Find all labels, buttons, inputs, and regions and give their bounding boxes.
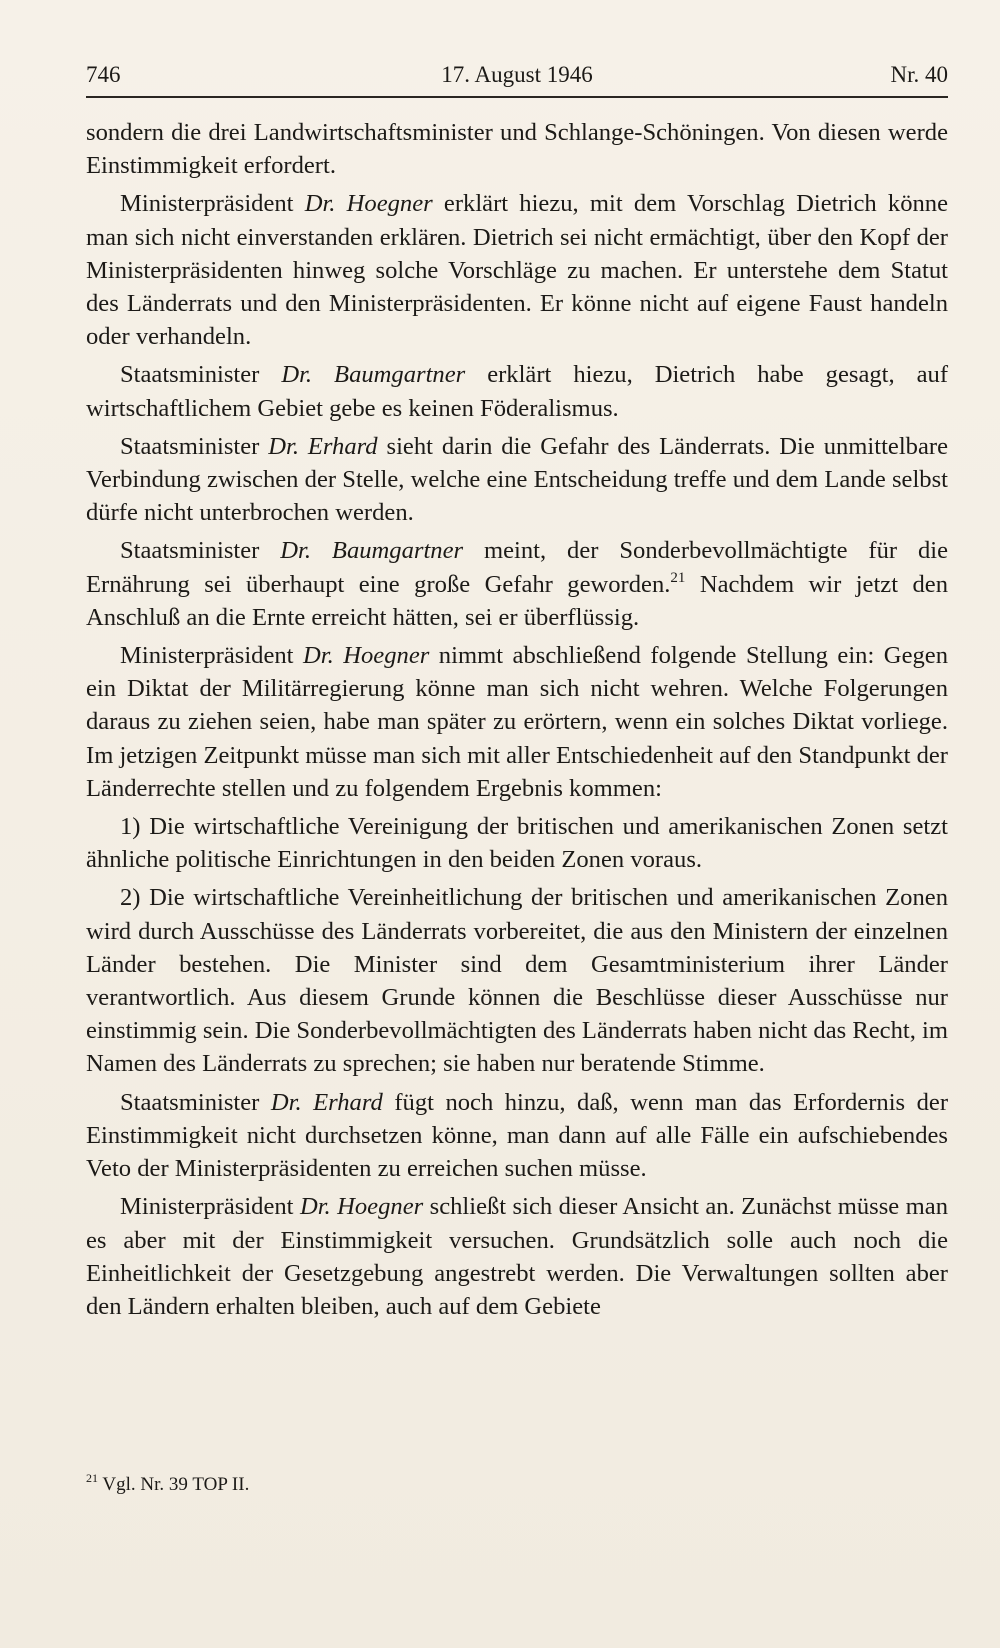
paragraph bbox=[86, 358, 948, 424]
paragraph-text: Staatsminister bbox=[120, 1088, 271, 1116]
speaker-name: Dr. Hoegner bbox=[303, 642, 430, 670]
speaker-name: Dr. Baumgartner bbox=[280, 537, 464, 565]
speaker-name: Dr. Erhard bbox=[270, 1088, 383, 1116]
paragraph-text: Ministerpräsident bbox=[120, 190, 305, 218]
paragraph bbox=[86, 116, 948, 182]
footnote bbox=[86, 1471, 948, 1496]
paragraph bbox=[86, 810, 948, 876]
paragraph-text: 2) Die wirtschaftliche Vereinheitlichung der britischen und amerikanischen Zonen wird durch Ausschüsse des Länderrats vorbereitet, die aus den Ministern der einzelnen Länder bestehen. Die Minister sind dem Gesamtministerium ihrer Länder verantwortlich. Aus diesem Grunde können die Beschlüsse dieser Ausschüsse nur einstimmig sein. Die Sonderbevollmächtigten des Länderrats haben nicht das Recht, im Namen des Länderrats zu sprechen; sie haben nur beratende Stimme. bbox=[86, 884, 948, 1078]
footnote-reference: 21 bbox=[670, 569, 686, 586]
paragraph bbox=[86, 187, 948, 353]
paragraph-text: erklärt hiezu, Dietrich habe gesagt, auf wirtschaftlichem Gebiet gebe es keinen Föderalismus. bbox=[86, 361, 949, 422]
issue-number: Nr. 40 bbox=[890, 62, 948, 87]
paragraph-text: erklärt hiezu, mit dem Vorschlag Dietrich könne man sich nicht einverstanden erklären. Dietrich sei nicht ermächtigt, über den Kopf der Ministerpräsidenten hinweg solche Vorschläge zu machen. Er unterstehe dem Statut des Länderrats und den Ministerpräsidenten. Er könne nicht auf eigene Faust handeln oder verhandeln. bbox=[86, 190, 948, 351]
speaker-name: Dr. Hoegner bbox=[299, 1193, 424, 1221]
speaker-name: Dr. Hoegner bbox=[304, 190, 433, 218]
paragraph bbox=[86, 430, 948, 530]
footnote-text: Vgl. Nr. 39 TOP II. bbox=[102, 1474, 250, 1495]
paragraph-text: Nachdem wir jetzt den Anschluß an die Ernte erreicht hätten, sei er überflüssig. bbox=[86, 570, 948, 631]
paragraph bbox=[86, 1086, 948, 1186]
paragraph bbox=[86, 881, 948, 1080]
speaker-name: Dr. Erhard bbox=[268, 432, 378, 460]
paragraph-text: Staatsminister bbox=[120, 361, 282, 389]
paragraph-text: Staatsminister bbox=[120, 432, 269, 460]
paragraph-text: sieht darin die Gefahr des Länderrats. Die unmittelbare Verbindung zwischen der Stelle, welche eine Entscheidung treffe und dem Lande selbst dürfe nicht unterbrochen werden. bbox=[86, 432, 948, 527]
paragraph-text: meint, der Sonderbevollmächtigte für die Ernährung sei überhaupt eine große Gefahr geworden. bbox=[86, 537, 949, 598]
page-number: 746 bbox=[86, 62, 121, 87]
body-text bbox=[86, 116, 948, 1328]
paragraph-text: schließt sich dieser Ansicht an. Zunächst müsse man es aber mit der Einstimmigkeit versuchen. Grundsätzlich solle auch noch die Einheitlichkeit der Gesetzgebung angestrebt werden. Die Verwaltungen sollten aber den Ländern erhalten bleiben, auch auf dem Gebiete bbox=[86, 1193, 948, 1320]
paragraph bbox=[86, 1190, 948, 1323]
paragraph-text: fügt noch hinzu, daß, wenn man das Erfordernis der Einstimmigkeit nicht durchsetzen könne, man dann auf alle Fälle ein aufschiebendes Veto der Ministerpräsidenten zu erreichen suchen müsse. bbox=[86, 1088, 949, 1183]
page-header bbox=[86, 58, 948, 98]
paragraph bbox=[86, 534, 948, 634]
paragraph-text: Ministerpräsident bbox=[120, 642, 303, 670]
paragraph-text: Ministerpräsident bbox=[120, 1193, 300, 1221]
paragraph bbox=[86, 639, 948, 805]
header-date: 17. August 1946 bbox=[441, 62, 593, 87]
paragraph-text: Staatsminister bbox=[120, 537, 281, 565]
footnote-number: 21 bbox=[86, 1471, 98, 1485]
paragraph-text: 1) Die wirtschaftliche Vereinigung der britischen und amerikanischen Zonen setzt ähnliche politische Einrichtungen in den beiden Zonen voraus. bbox=[86, 813, 948, 874]
paragraph-text: sondern die drei Landwirtschaftsminister und Schlange-Schöningen. Von diesen werde Einstimmigkeit erfordert. bbox=[86, 119, 948, 180]
speaker-name: Dr. Baumgartner bbox=[281, 361, 466, 389]
paragraph-text: nimmt abschließend folgende Stellung ein: Gegen ein Diktat der Militärregierung könne man sich nicht wehren. Welche Folgerungen daraus zu ziehen seien, habe man später zu erörtern, wenn ein solches Diktat vorliege. Im jetzigen Zeitpunkt müsse man sich mit aller Entschiedenheit auf den Standpunkt der Länderrechte stellen und zu folgendem Ergebnis kommen: bbox=[86, 642, 948, 802]
